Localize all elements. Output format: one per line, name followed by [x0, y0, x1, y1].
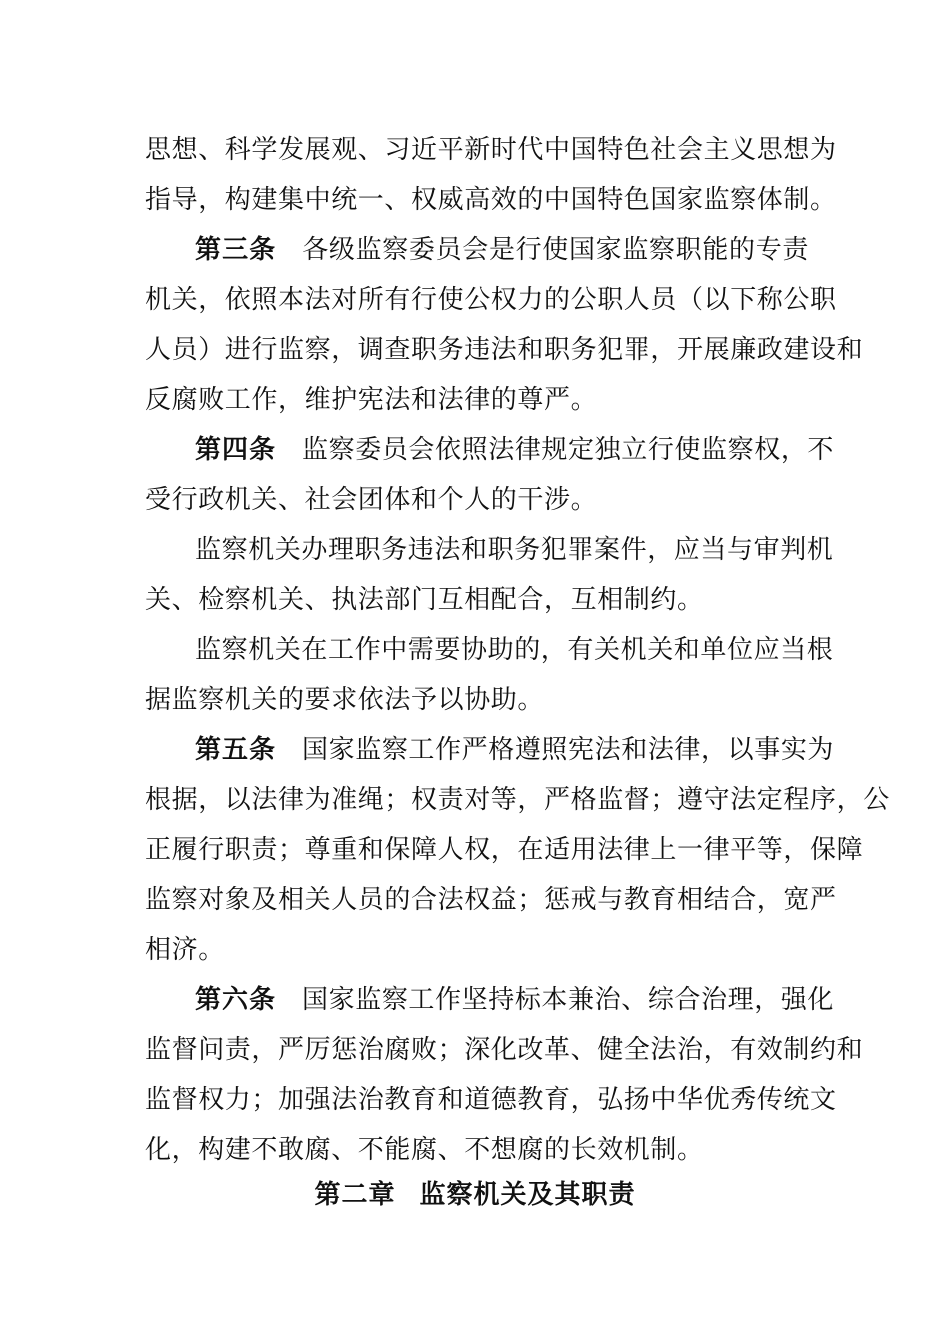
article-5-first-line: [195, 725, 835, 775]
article-6-text: 国家监察工作坚持标本兼治、综合治理，强化: [302, 985, 835, 1015]
text-line: 人员）进行监察，调查职务违法和职务犯罪，开展廉政建设和: [145, 335, 864, 365]
article-5-label: 第五条: [195, 735, 277, 765]
text-line: 相济。: [145, 935, 225, 965]
chapter-title: 监察机关及其职责: [419, 1180, 636, 1210]
article-3-first-line: [195, 225, 809, 275]
article-6-label: 第六条: [195, 985, 277, 1015]
article-4-text: 监察委员会依照法律规定独立行使监察权，不: [302, 435, 835, 465]
text-line: 正履行职责；尊重和保障人权，在适用法律上一律平等，保障: [145, 835, 864, 865]
paragraph-first-line: 监察机关办理职务违法和职务犯罪案件，应当与审判机: [195, 535, 834, 565]
text-line: 监督问责，严厉惩治腐败；深化改革、健全法治，有效制约和: [145, 1035, 864, 1065]
text-line: 受行政机关、社会团体和个人的干涉。: [145, 485, 598, 515]
chapter-number: 第二章: [314, 1180, 396, 1210]
text-line: 反腐败工作，维护宪法和法律的尊严。: [145, 385, 598, 415]
text-line: 指导，构建集中统一、权威高效的中国特色国家监察体制。: [145, 185, 837, 215]
article-4-label: 第四条: [195, 435, 277, 465]
text-line: 监察对象及相关人员的合法权益；惩戒与教育相结合，宽严: [145, 885, 837, 915]
text-line: 据监察机关的要求依法予以协助。: [145, 685, 545, 715]
article-4-first-line: [195, 425, 835, 475]
text-line: 机关，依照本法对所有行使公权力的公职人员（以下称公职: [145, 285, 837, 315]
paragraph-first-line: 监察机关在工作中需要协助的，有关机关和单位应当根: [195, 635, 834, 665]
text-line: 根据，以法律为准绳；权责对等，严格监督；遵守法定程序，公: [145, 785, 890, 815]
text-line: 思想、科学发展观、习近平新时代中国特色社会主义思想为: [145, 135, 837, 165]
article-6-first-line: [195, 975, 835, 1025]
article-5-text: 国家监察工作严格遵照宪法和法律，以事实为: [302, 735, 835, 765]
text-line: 关、检察机关、执法部门互相配合，互相制约。: [145, 585, 704, 615]
text-line: 监督权力；加强法治教育和道德教育，弘扬中华优秀传统文: [145, 1085, 837, 1115]
article-3-text: 各级监察委员会是行使国家监察职能的专责: [302, 235, 809, 265]
chapter-heading: [0, 1170, 950, 1220]
article-3-label: 第三条: [195, 235, 277, 265]
text-line: 化，构建不敢腐、不能腐、不想腐的长效机制。: [145, 1135, 704, 1165]
